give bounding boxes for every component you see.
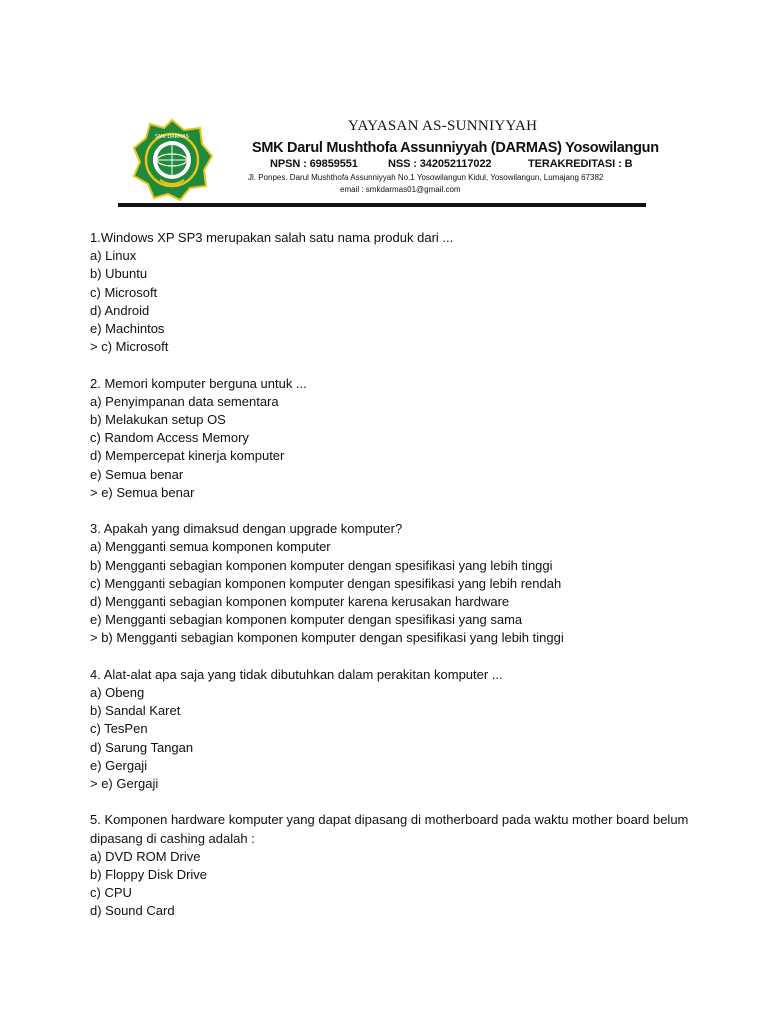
question-text: 3. Apakah yang dimaksud dengan upgrade komputer? [90,521,403,537]
question-3 [90,520,710,647]
option-c: c) CPU [90,885,132,901]
question-4 [90,666,710,793]
option-e: e) Mengganti sebagian komponen komputer dengan spesifikasi yang sama [90,612,523,628]
option-d: d) Mengganti sebagian komponen komputer karena kerusakan hardware [90,594,510,610]
school-ids [270,158,632,170]
header-divider [118,203,646,207]
option-a: a) Obeng [90,685,145,701]
option-c: c) Random Access Memory [90,430,249,446]
logo-text: SMK DARMAS [155,134,189,140]
school-address: Jl. Ponpes. Darul Mushthofa Assunniyyah No.1 Yosowilangun Kidul, Yosowilangun, Lumajang 67382 [248,173,604,182]
question-5 [90,811,710,920]
option-b: b) Floppy Disk Drive [90,867,208,883]
option-e: e) Semua benar [90,466,184,482]
option-d: d) Sound Card [90,903,175,919]
nss: NSS : 342052117022 [388,158,492,170]
option-c: c) Mengganti sebagian komponen komputer dengan spesifikasi yang lebih rendah [90,575,562,591]
option-a: a) DVD ROM Drive [90,848,201,864]
option-d: d) Sarung Tangan [90,739,194,755]
answer-key: > e) Semua benar [90,484,195,500]
option-b: b) Ubuntu [90,266,148,282]
answer-key: > c) Microsoft [90,339,169,355]
question-1 [90,229,710,356]
option-e: e) Machintos [90,321,165,337]
question-text: 4. Alat-alat apa saja yang tidak dibutuhkan dalam perakitan komputer ... [90,666,503,682]
option-c: c) Microsoft [90,284,158,300]
option-a: a) Linux [90,248,137,264]
question-text: 1.Windows XP SP3 merupakan salah satu nama produk dari ... [90,230,454,245]
option-d: d) Mempercepat kinerja komputer [90,448,285,464]
option-b: b) Melakukan setup OS [90,412,226,428]
letterhead [0,0,768,215]
npsn: NPSN : 69859551 [270,158,358,170]
question-list [90,229,710,939]
answer-key: > b) Mengganti sebagian komponen komputer dengan spesifikasi yang lebih tinggi [90,630,564,646]
option-b: b) Sandal Karet [90,703,181,719]
question-2 [90,375,710,502]
question-text: 2. Memori komputer berguna untuk ... [90,375,307,391]
option-e: e) Gergaji [90,757,148,773]
option-d: d) Android [90,302,150,318]
question-text: 5. Komponen hardware komputer yang dapat dipasang di motherboard pada waktu mother board belum dipasang di cashing adalah : [90,812,689,846]
option-a: a) Mengganti semua komponen komputer [90,539,331,555]
foundation-name: YAYASAN AS-SUNNIYYAH [348,118,538,134]
option-c: c) TesPen [90,721,148,737]
school-email: email : smkdarmas01@gmail.com [340,185,461,194]
accreditation: TERAKREDITASI : B [528,158,633,170]
answer-key: > e) Gergaji [90,776,159,792]
school-logo-icon [130,118,214,202]
school-name: SMK Darul Mushthofa Assunniyyah (DARMAS) Yosowilangun [252,140,659,156]
option-a: a) Penyimpanan data sementara [90,393,279,409]
option-b: b) Mengganti sebagian komponen komputer dengan spesifikasi yang lebih tinggi [90,557,553,573]
